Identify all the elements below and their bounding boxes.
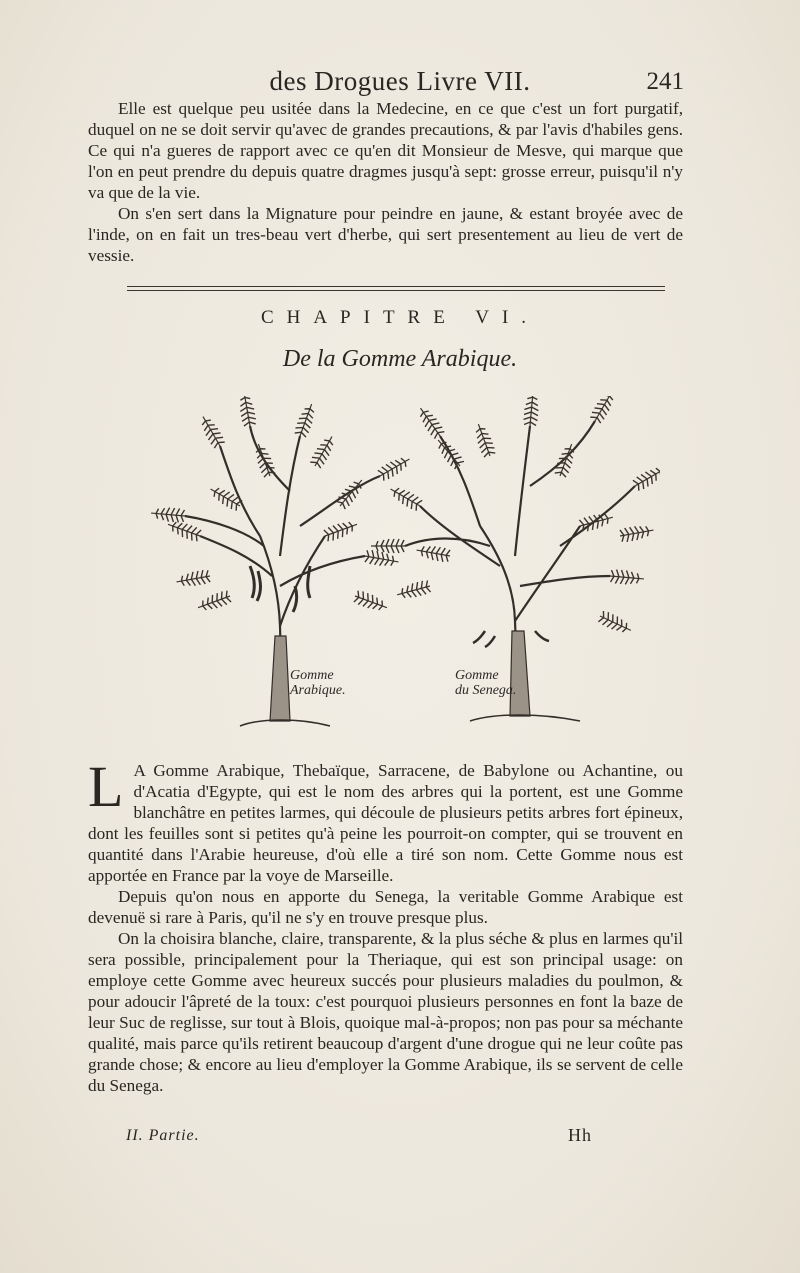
caption-line: Gomme: [290, 668, 334, 683]
engraving-svg: [140, 396, 660, 741]
tree-left: [151, 396, 413, 726]
caption-line: du Senega.: [455, 683, 517, 698]
chapter-title: De la Gomme Arabique.: [282, 346, 518, 372]
first-paragraph-text: A Gomme Arabique, Thebaïque, Sarracene, de Babylone ou Achantine, ou d'Acatia d'Egypte, qui est le nom des arbres qui la portent, est une Gomme blanchâtre en petites larmes, qui découle de plusieurs petits arbres fort épineux, dont les feuilles sont si petites qu'à peine les pourroit-on compter, qui se trouvent en quantité dans l'Arabie heureuse, d'où elle a tiré son nom. Cette Gomme nous est apportée en France par la voye de Marseille.: [88, 761, 683, 885]
caption-line: Arabique.: [290, 683, 346, 698]
paragraph: Depuis qu'on nous en apporte du Senega, la veritable Gomme Arabique est devenuë si rare à Paris, qu'il ne s'y en trouve presque plus.: [88, 887, 683, 927]
paragraph: On s'en sert dans la Mignature pour peindre en jaune, & estant broyée avec de l'inde, on en fait un tres-beau vert d'herbe, qui sert presentement au lieu de vert de vessie.: [88, 204, 683, 265]
top-text-block: [88, 98, 683, 266]
bottom-text-block: [88, 754, 683, 1096]
page-header: [0, 60, 800, 100]
first-paragraph: [88, 754, 683, 886]
caption-gomme-senega: [455, 668, 516, 698]
footer-part: II. Partie.: [126, 1127, 200, 1144]
caption-gomme-arabique: [290, 668, 346, 698]
running-head: des Drogues Livre VII.: [269, 66, 531, 96]
trees-engraving: [140, 396, 660, 741]
paragraph: On la choisira blanche, claire, transparente, & la plus séche & plus en larmes qu'il sera possible, principalement pour la Theriaque, qui est son principal usage: on employe cette Gomme avec heureux succés pour plusieurs maladies du poulmon, & pour adoucir l'âpreté de la toux: c'est pourquoi plusieurs personnes en font la baze de leur Suc de reglisse, sur tout à Blois, quoique mal-à-propos; non pas pour sa méchante qualité, mais parce qu'ils retirent beaucoup d'argent d'une drogue qui ne leur coûte pas grande chose; & encore au lieu d'employer la Gomme Arabique, ils se servent de celle du Senega.: [88, 929, 683, 1095]
drop-cap: L: [88, 754, 124, 819]
paragraph: Elle est quelque peu usitée dans la Medecine, en ce que c'est un fort purgatif, duquel on ne se doit servir qu'avec de grandes precautions, & par l'avis d'habiles gens. Ce qui n'a gueres de rapport avec ce qu'en dit Monsieur de Mesve, qui marque que l'on en peut prendre du depuis quatre dragmes jusqu'à sept: grosse erreur, puisqu'il n'y va que de la vie.: [88, 99, 683, 202]
chapter-heading: CHAPITRE VI.: [260, 307, 540, 328]
footer-signature: Hh: [568, 1125, 592, 1145]
section-divider: [127, 286, 665, 291]
caption-line: Gomme: [455, 668, 499, 683]
page-number: 241: [646, 68, 684, 95]
